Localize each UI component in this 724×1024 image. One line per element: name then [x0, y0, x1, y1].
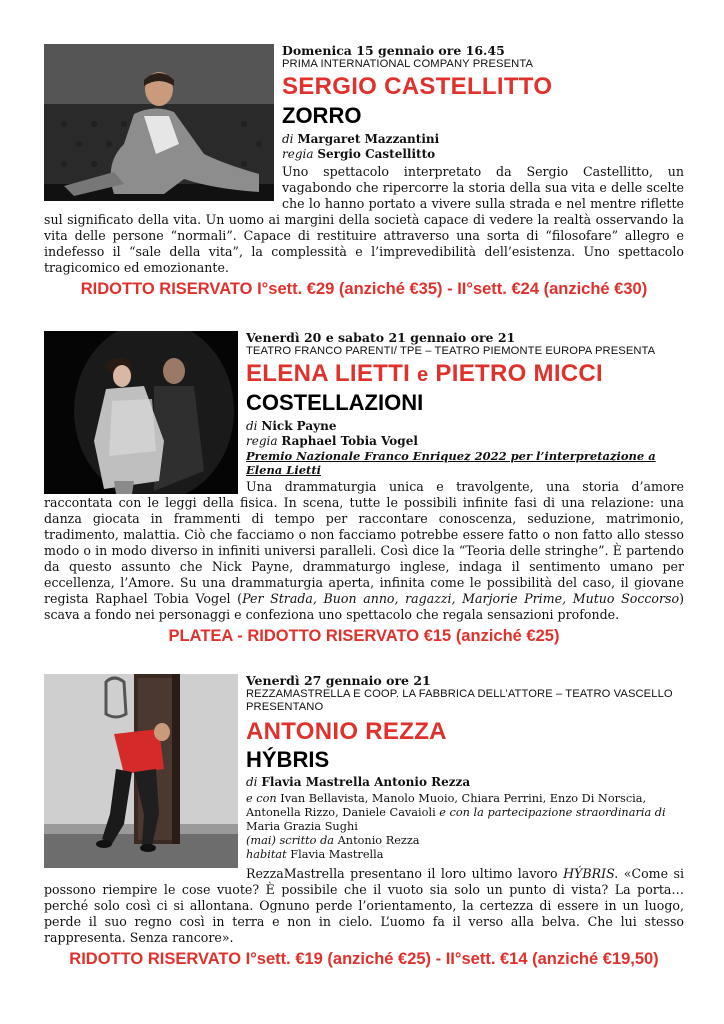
event-director: regia Raphael Tobia Vogel [246, 434, 418, 448]
event-zorro [44, 44, 684, 299]
event-costellazioni [44, 331, 684, 646]
photo-sergio-castellitto [44, 44, 274, 201]
event-price: RIDOTTO RISERVATO I°sett. €19 (anziché €25) - II°sett. €14 (anziché €19,50) [69, 950, 659, 968]
event-presenter: TEATRO FRANCO PARENTI/ TPE – TEATRO PIEMONTE EUROPA PRESENTA [246, 345, 656, 357]
event-author: di Margaret Mazzantini [282, 132, 440, 146]
event-director: regia Sergio Castellitto [282, 147, 436, 161]
event-habitat: habitat Flavia Mastrella [246, 848, 384, 861]
event-date: Venerdì 20 e sabato 21 gennaio ore 21 [246, 330, 516, 345]
photo-lietti-micci [44, 331, 238, 494]
event-artist: ELENA LIETTI e PIETRO MICCI [246, 360, 604, 387]
event-award: Premio Nazionale Franco Enriquez 2022 per l’interpretazione a Elena Lietti [246, 449, 656, 477]
photo-antonio-rezza [44, 674, 238, 868]
event-price: RIDOTTO RISERVATO I°sett. €29 (anziché €35) - II°sett. €24 (anziché €30) [80, 280, 648, 298]
event-title: ZORRO [282, 103, 362, 128]
event-description: RezzaMastrella presentano il loro ultimo lavoro HÝBRIS. «Come si possono riempire le cose vuote? È possibile che il vuoto sia solo un punto di vista? La porta…perché solo così ci si allontana. Ognuno perde l’orientamento, la certezza di essere in un luogo, perde il suo regno così in terra e non in cielo. L’uomo fa il verso alla belva. Che lui stesso rappresenta. Senza rancore». [44, 866, 684, 945]
event-date: Venerdì 27 gennaio ore 21 [246, 673, 431, 688]
event-description: Uno spettacolo interpretato da Sergio Castellitto, un vagabondo che ripercorre la storia della sua vita e delle scelte che lo hanno portato a vivere sulla strada e nel mentre riflette sul significato della vita. Un uomo ai margini della società capace di vedere la realtà osservando la vita delle persone “normali”. Capace di restituire attraverso una sorta di “filosofare” allegro e indefesso il “sale della vita”, la complessità e l’imprevedibilità dell’esistenza. Uno spettacolo tragicomico ed emozionante. [44, 164, 684, 275]
event-artist: SERGIO CASTELLITTO [282, 73, 553, 100]
photo-image [44, 44, 274, 201]
event-presenter: PRIMA INTERNATIONAL COMPANY PRESENTA [282, 58, 534, 70]
event-cast: e con Ivan Bellavista, Manolo Muoio, Chiara Perrini, Enzo Di Norscia, Antonella Rizzo, Daniele Cavaioli e con la partecipazione straordinaria di Maria Grazia Sughi [246, 792, 666, 833]
photo-image [44, 674, 238, 868]
event-title: HÝBRIS [246, 747, 330, 772]
event-presenter: REZZAMASTRELLA E COOP. LA FABBRICA DELL’ATTORE – TEATRO VASCELLO PRESENTANO [246, 688, 673, 713]
event-artist: ANTONIO REZZA [246, 718, 447, 745]
event-written: (mai) scritto da Antonio Rezza [246, 834, 420, 847]
event-title: COSTELLAZIONI [246, 390, 424, 415]
event-date: Domenica 15 gennaio ore 16.45 [282, 43, 505, 58]
event-description: Una drammaturgia unica e travolgente, una storia d’amore raccontata con le leggi della fisica. In scena, tutte le possibili infinite fasi di una relazione: una danza giocata in frammenti di tempo per raccontare conoscenza, seduzione, matrimonio, tradimento, malattia. Ciò che facciamo o non facciamo potrebbe essere fatto o non fatto allo stesso modo o in modo diverso in infiniti universi paralleli. Così dice la “Teoria delle stringhe”. È partendo da questo assunto che Nick Payne, drammaturgo inglese, indaga il sentimento umano per eccellenza, l’Amore. Su una drammaturgia aperta, infinita come le possibilità del caso, il giovane regista Raphael Tobia Vogel (Per Strada, Buon anno, ragazzi, Marjorie Prime, Mutuo Soccorso) scava a fondo nei personaggi e confeziona uno spettacolo che regala sensazioni profonde. [44, 479, 684, 622]
event-price: PLATEA - RIDOTTO RISERVATO €15 (anziché €25) [168, 627, 560, 645]
event-author: di Flavia Mastrella Antonio Rezza [246, 775, 471, 789]
event-author: di Nick Payne [246, 419, 337, 433]
photo-image [44, 331, 238, 494]
event-hybris [44, 674, 684, 969]
